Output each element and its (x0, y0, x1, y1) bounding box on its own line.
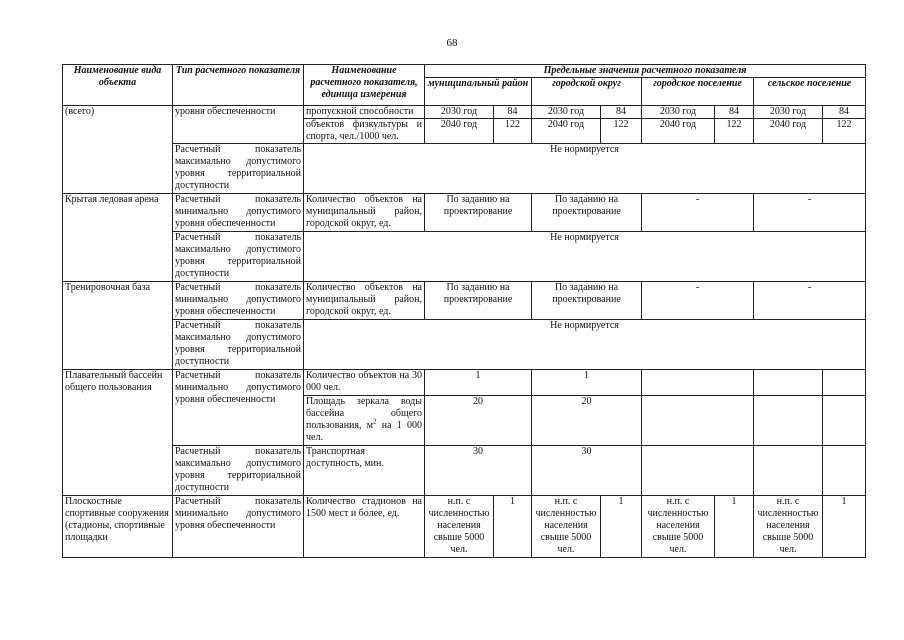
value-city: 20 (532, 396, 642, 446)
header-city-district: городской округ (532, 78, 642, 106)
type-max-accessibility: Расчетный показатель максимально допустимого уровня территориальной доступности (173, 144, 304, 194)
type-min-provision: Расчетный показатель минимально допустимого уровня обеспеченности (173, 282, 304, 320)
value-municipal: 30 (425, 446, 532, 496)
name-pool-area-sup: 2 (373, 417, 377, 426)
value-rural-dash: - (754, 282, 866, 320)
year-2040-rural: 2040 год (754, 119, 823, 144)
name-objects-count: Количество объектов на муниципальный район, городской округ, ед. (304, 282, 425, 320)
name-capacity-rest: объектов физкультуры и спорта, чел./1000 чел. (304, 119, 425, 144)
value-urban-dash: - (642, 282, 754, 320)
value-2030-rural: 84 (823, 106, 866, 119)
value-rural-empty (823, 370, 866, 396)
text-rural: н.п. с численностью населения свыше 5000 чел. (754, 496, 823, 558)
not-normed-text: Не нормируется (304, 144, 866, 194)
name-transport-accessibility: Транспортная доступность, мин. (304, 446, 425, 496)
object-training-base: Тренировочная база (63, 282, 173, 370)
text-urban: н.п. с численностью населения свыше 5000 чел. (642, 496, 715, 558)
value-rural-empty (754, 446, 823, 496)
name-capacity-line1: пропускной способности (304, 106, 425, 119)
object-ice-arena: Крытая ледовая арена (63, 194, 173, 282)
name-pool-count: Количество объектов на 30 000 чел. (304, 370, 425, 396)
object-flat-facilities: Плоскостные спортивные сооружения (стадионы, спортивные площадки (63, 496, 173, 558)
value-urban-empty (642, 370, 754, 396)
value-rural-dash: - (754, 194, 866, 232)
value-rural: 1 (823, 496, 866, 558)
value-rural-empty (754, 370, 823, 396)
type-max-accessibility: Расчетный показатель максимально допустимого уровня территориальной доступности (173, 446, 304, 496)
value-2040-city: 122 (601, 119, 642, 144)
type-max-accessibility: Расчетный показатель максимально допустимого уровня территориальной доступности (173, 232, 304, 282)
year-2030-municipal: 2030 год (425, 106, 494, 119)
value-municipal: По заданию на проектирование (425, 194, 532, 232)
header-object-name: Наименование вида объекта (63, 65, 173, 106)
value-2030-urban: 84 (715, 106, 754, 119)
type-provision: уровня обеспеченности (175, 106, 276, 117)
value-city: По заданию на проектирование (532, 194, 642, 232)
value-municipal: 20 (425, 396, 532, 446)
not-normed-text: Не нормируется (304, 320, 866, 370)
header-indicator-name: Наименование расчетного показателя, единица измерения (304, 65, 425, 106)
text-city: н.п. с численностью населения свыше 5000 чел. (532, 496, 601, 558)
value-rural-empty (823, 396, 866, 446)
header-municipal-district: муниципальный район (425, 78, 532, 106)
type-min-provision: Расчетный показатель минимально допустимого уровня обеспеченности (173, 496, 304, 558)
value-urban-empty (642, 396, 754, 446)
value-rural-empty (823, 446, 866, 496)
type-max-accessibility: Расчетный показатель максимально допустимого уровня территориальной доступности (173, 320, 304, 370)
value-city: 1 (532, 370, 642, 396)
value-city: 30 (532, 446, 642, 496)
value-2030-municipal: 84 (494, 106, 532, 119)
name-pool-area-text: Площадь зеркала воды бассейна общего пользования, м (306, 396, 422, 431)
year-2040-municipal: 2040 год (425, 119, 494, 144)
name-pool-area (304, 396, 425, 446)
value-city: 1 (601, 496, 642, 558)
value-urban-dash: - (642, 194, 754, 232)
year-2030-rural: 2030 год (754, 106, 823, 119)
page-number: 68 (446, 37, 458, 49)
value-municipal: 1 (494, 496, 532, 558)
type-provision-cell (173, 106, 304, 144)
value-2040-rural: 122 (823, 119, 866, 144)
type-min-provision: Расчетный показатель минимально допустимого уровня обеспеченности (173, 370, 304, 446)
header-rural-settlement: сельское поселение (754, 78, 866, 106)
name-objects-count: Количество объектов на муниципальный район, городской округ, ед. (304, 194, 425, 232)
norms-table (62, 64, 866, 558)
header-limit-values: Предельные значения расчетного показателя (425, 65, 866, 78)
header-indicator-type: Тип расчетного показателя (173, 65, 304, 106)
value-urban-empty (642, 446, 754, 496)
object-swimming-pool: Плавательный бассейн общего пользования (63, 370, 173, 496)
year-2040-city: 2040 год (532, 119, 601, 144)
value-2030-city: 84 (601, 106, 642, 119)
not-normed-text: Не нормируется (304, 232, 866, 282)
year-2030-urban: 2030 год (642, 106, 715, 119)
year-2040-urban: 2040 год (642, 119, 715, 144)
year-2030-city: 2030 год (532, 106, 601, 119)
text-municipal: н.п. с численностью населения свыше 5000 чел. (425, 496, 494, 558)
value-municipal: 1 (425, 370, 532, 396)
value-city: По заданию на проектирование (532, 282, 642, 320)
name-pool-area-tail: на 1 000 чел. (306, 420, 422, 443)
header-urban-settlement: городское поселение (642, 78, 754, 106)
name-stadium-count: Количество стадионов на 1500 мест и более, ед. (304, 496, 425, 558)
value-2040-municipal: 122 (494, 119, 532, 144)
object-total: (всего) (65, 106, 95, 117)
object-total-cell (63, 106, 173, 194)
value-rural-empty (754, 396, 823, 446)
value-2040-urban: 122 (715, 119, 754, 144)
type-min-provision: Расчетный показатель минимально допустимого уровня обеспеченности (173, 194, 304, 232)
value-urban: 1 (715, 496, 754, 558)
value-municipal: По заданию на проектирование (425, 282, 532, 320)
